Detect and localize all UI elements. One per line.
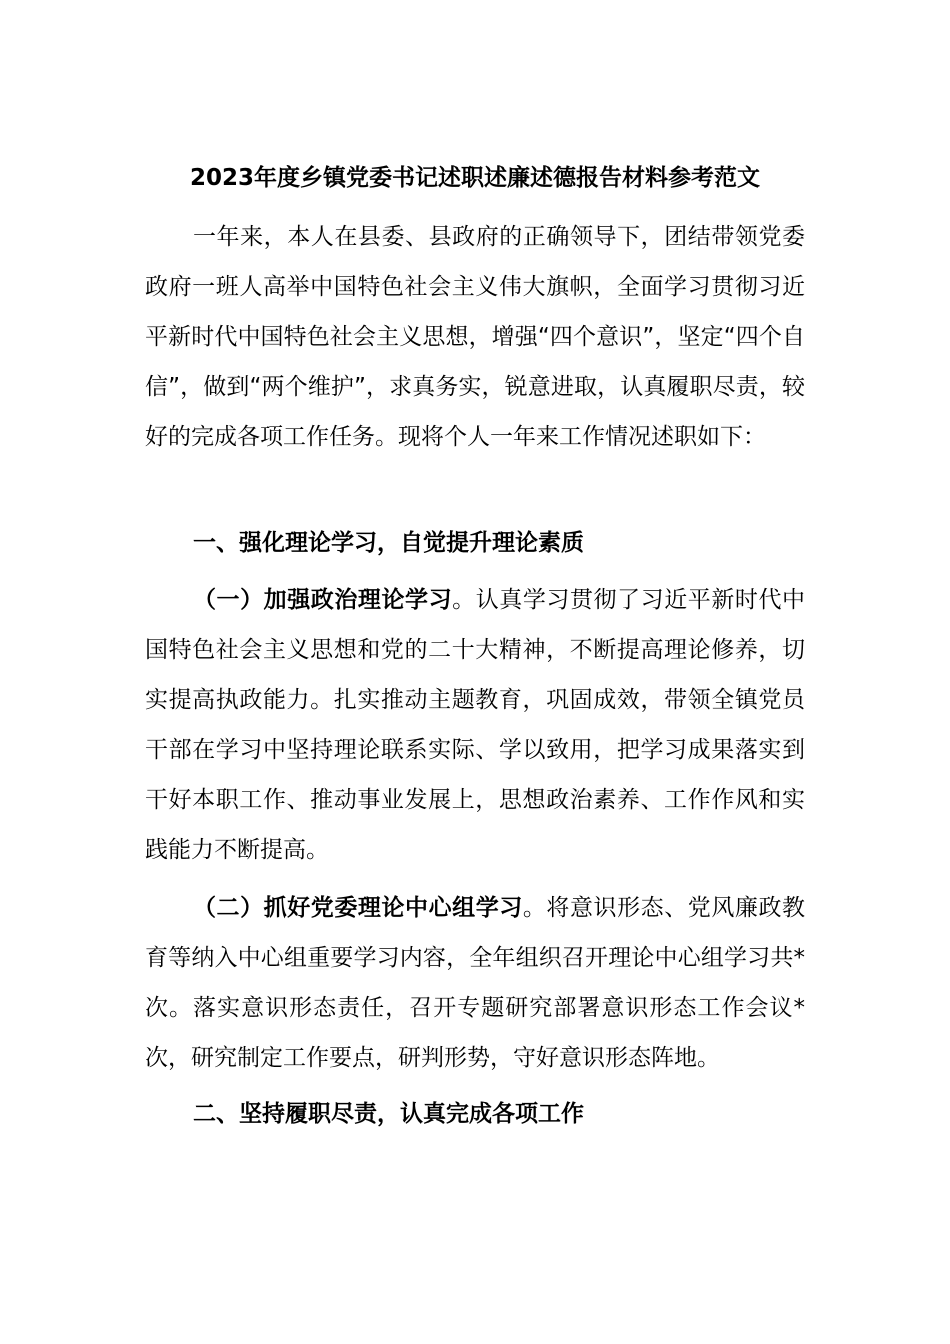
section-2-heading: 二、坚持履职尽责，认真完成各项工作 — [193, 1101, 584, 1127]
section-1-heading: 一、强化理论学习，自觉提升理论素质 — [193, 530, 584, 556]
section-1-item-2-paragraph — [145, 883, 805, 1083]
section-1-item-1-paragraph — [145, 575, 805, 875]
section-1-item-1-text: 。认真学习贯彻了习近平新时代中国特色社会主义思想和党的二十大精神，不断提高理论修养，切实提高执政能力。扎实推动主题教育，巩固成效，带领全镇党员干部在学习中坚持理论联系实际、学以致用，把学习成果落实到干好本职工作、推动事业发展上，思想政治素养、工作作风和实践能力不断提高。 — [145, 587, 806, 863]
section-1-item-1-label: （一）加强政治理论学习 — [193, 587, 453, 613]
intro-paragraph: 一年来，本人在县委、县政府的正确领导下，团结带领党委政府一班人高举中国特色社会主义伟大旗帜，全面学习贯彻习近平新时代中国特色社会主义思想，增强“四个意识”，坚定“四个自信”，做到“两个维护”，求真务实，锐意进取，认真履职尽责，较好的完成各项工作任务。现将个人一年来工作情况述职如下： — [145, 224, 805, 450]
section-1-item-2-text: 。将意识形态、党风廉政教育等纳入中心组重要学习内容，全年组织召开理论中心组学习共*次。落实意识形态责任，召开专题研究部署意识形态工作会议*次，研究制定工作要点，研判形势，守好意识形态阵地。 — [145, 895, 806, 1071]
document-title: 2023年度乡镇党委书记述职述廉述德报告材料参考范文 — [189, 165, 760, 191]
section-1-item-2-label: （二）抓好党委理论中心组学习 — [193, 895, 523, 921]
